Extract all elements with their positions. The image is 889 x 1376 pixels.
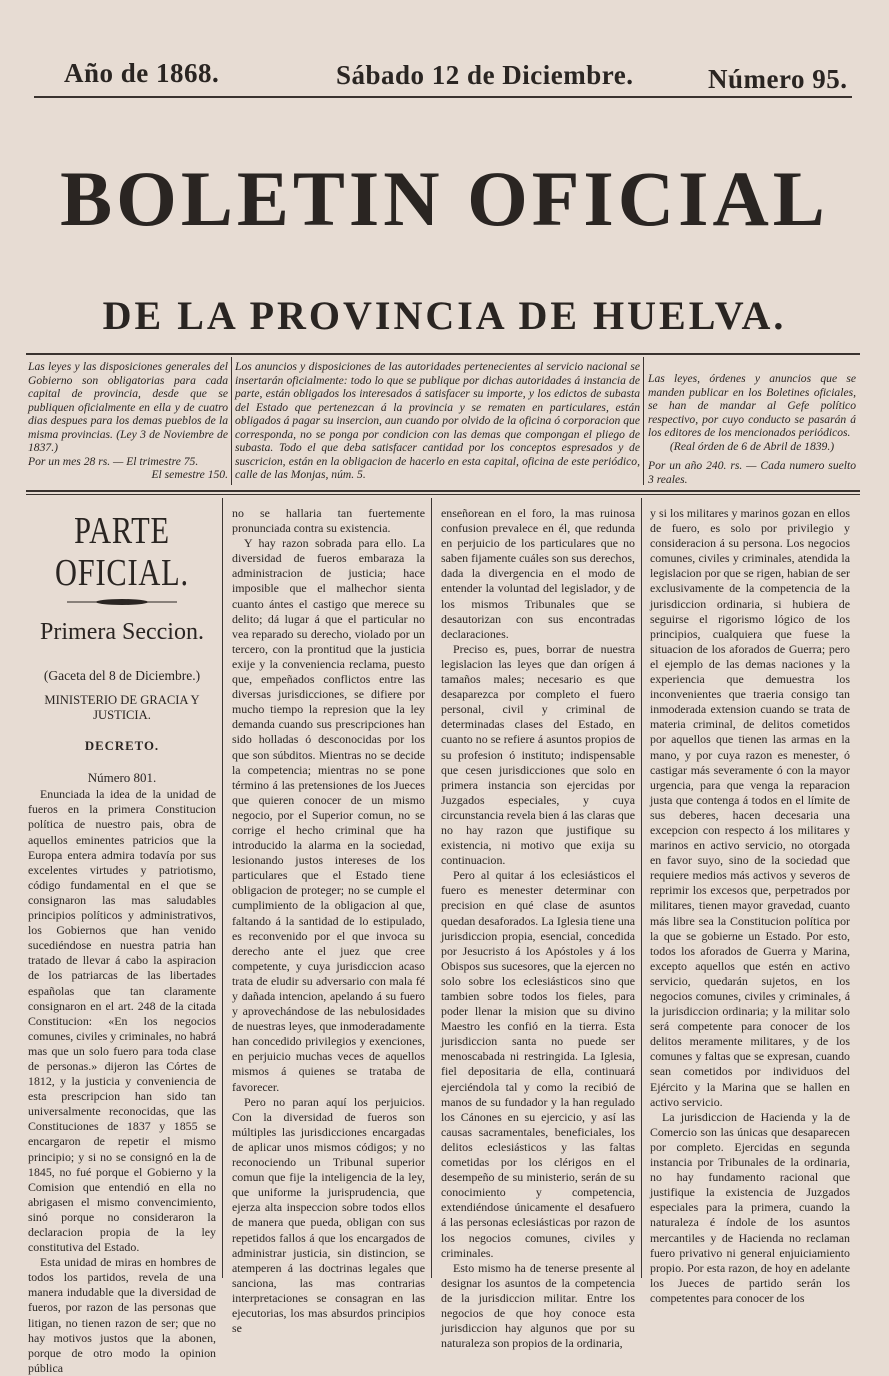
notice-divider-1: [231, 357, 232, 485]
notice-right-ref: (Real órden de 6 de Abril de 1839.): [669, 439, 835, 453]
paragraph: y si los militares y marinos gozan en ellos de fuero, es solo por privilegio y consideracion á su persona. Los negocios comunes, civiles y criminales, atendida la legislacion por que se rigen, habian de ser exclusivamente de la competencia de la jurisdiccion ordinaria, si hubiera de seguirse el rigorismo lógico de los principios, cualquiera que fuese la situacion de los aforados de Guerra; pero el ejemplo de las demas naciones y la experiencia que demuestra los inconvenientes que traeria consigo tan inmoderada extension cuando se trata de materia criminal, de delitos cometidos por aquellos que tienen las armas en la mano, y por cuya razon es menester, ó castigar más severamente ó con la mayor urgencia, para que venga la reparacion justa que contenga á todos en el límite de sus deberes, hacen decesaria una excepcion con respecto á los militares y marinos en activo servicio, no otorgada en favor suyo, sino de la sociedad que requiere medios más activos y severos de reprimir los excesos que, perpetrados por militares, tienen mayor gravedad, cuanto más libre sea la Constitucion política por la que se gobierne un Estado. Por esto, todos los aforados de Guerra y Marina, excepto aquellos que estén en activo servicio, quedarán sujetos, en los negocios comunes, civiles y criminales, á la jurisdiccion ordinaria; y la militar solo será competente para conocer de los delitos meramente militares, y de los comunes y faltas que se expresan, cuando sean cometidos por individuos del Ejército y la Marina que se hallen en activo servicio.: [650, 506, 850, 1109]
column-1: [28, 506, 216, 1375]
year-label: Año de 1868.: [64, 58, 220, 88]
paragraph: Preciso es, pues, borrar de nuestra legislacion las leyes que dan orígen á tamaños males; necesario es que desaparezca por completo el fuero personal, civil y criminal de determinadas clases del Estado, en cuanto no se refiere á asuntos propios de su profesion ó instituto; indispensable que cesen jurisdicciones que solo en primera instancia son ejercidas por Juzgados especiales, y cuya circunstancia revela bien á las claras que no hay razon que justifique su existencia, ni motivo que exija su continuacion.: [441, 641, 635, 868]
notices-top-rule: [26, 353, 860, 355]
notice-middle-text: Los anuncios y disposiciones de las autoridades pertenecientes al servicio nacional se insertarán oficialmente: todo lo que se publique por dichas autoridades á instancia de parte, están obligados los interesados á satisfacer su importe, y los edictos de subasta del Estado que pertenezcan á la provincia y se rematen en particulares, están obligados á pagar su insercion, aun cuando por olvido de la oficina ó corporacion que corresponda, no se ponga por condicion con las demas que compongan el pliego de subasta. Todo el que deba satisfacer cantidad por los conceptos espresados y de suscricion, están en la obligacion de hacerlo en esta capital, oficina de este periódico, calle de las Monjas, núm. 5.: [235, 360, 640, 481]
section-heading: Primera Seccion.: [40, 619, 204, 645]
column-4: [650, 506, 850, 1305]
newspaper-subtitle: DE LA PROVINCIA DE HUELVA.: [102, 293, 787, 338]
paragraph: Enunciada la idea de la unidad de fueros en la primera Constitucion política de nuestro pais, obra de aquellos eminentes patricios que la Europa entera admira todavía por sus excelentes virtudes y patriotismo, código fundamental en el que se consignaron las mas saludables principios políticos y administrativos, los Gobiernos que han venido sucediéndose en nuestra patria han tratado de llevar á cabo la aspiracion de los patriarcas de las libertades españolas que tan claramente consignaron en el art. 248 de la citada Constitucion: «En los negocios comunes, civiles y criminales, no habrá mas que un solo fuero para toda clase de personas.» dijeron las Córtes de 1812, y la justicia y conveniencia de esta prescripcion han sido tan universalmente reconocidas, que las Constituciones de 1837 y 1855 se encargaron de repetir el mismo principio; y si no se consignó en la de 1845, no fué porque el Gobierno y la Comision que entendió en ella no abrigasen el mismo convencimiento, sinó porque no consideraron la declaracion propia de la ley constitutiva del Estado.: [28, 787, 216, 1255]
column-divider-1: [222, 498, 223, 1278]
column-divider-2: [431, 498, 432, 1278]
notice-middle: [235, 360, 640, 488]
ministry-heading: MINISTERIO DE GRACIA Y JUSTICIA.: [44, 693, 200, 723]
header-rule: [34, 96, 852, 98]
issue-number: Número 95.: [708, 64, 848, 94]
notices-bottom-rule-2: [26, 494, 860, 495]
paragraph: Esta unidad de miras en hombres de todos los partidos, revela de una manera indudable que la diversidad de fueros, por razon de las personas que litigan, no tienen razon de ser; que no hay motivos justos que la abonen, porque de otro modo la opinion pública: [28, 1255, 216, 1375]
newspaper-title: BOLETIN OFICIAL: [60, 155, 829, 242]
notices-bottom-rule: [26, 490, 860, 492]
notice-left-price1: Por un mes 28 rs. — El trimestre 75.: [28, 454, 199, 468]
gaceta-reference: (Gaceta del 8 de Diciembre.): [43, 668, 201, 683]
column-3: [441, 506, 635, 1351]
notice-left-text: Las leyes y las disposiciones generales del Gobierno son obligatorias para cada capital de provincia, desde que se publiquen oficialmente en ella y de cuatro dias despues para los demas pueblos de la misma provincias. (Ley 3 de Noviembre de 1837.): [28, 360, 228, 454]
paragraph: no se hallaria tan fuertemente pronunciada contra su existencia.: [232, 506, 425, 536]
date-label: Sábado 12 de Diciembre.: [336, 60, 634, 90]
column-2: [232, 506, 425, 1336]
paragraph: Y hay razon sobrada para ello. La diversidad de fueros embaraza la administracion de justicia; hace imposible que el malhechor sienta cuanto ántes el castigo que merece su delito; dá lugar á que el particular no vea reparado su derecho, violado por un tercero, con la prontitud que la justicia exije y la conveniencia reclama, puesto que, empeñados conflictos entre las diversas jurisdicciones, se difiere por mucho tiempo la represion que la ley demanda cuando sus prescripciones han sido holladas ó desconocidas por los que son súbditos. Mientras no se decide la competencia; mientras no se pone término á las pretensiones de los Jueces que quieren conocer de un mismo negocio, por el Superior comun, no se corrige el hecho criminal que ha introducido la alarma en la sociedad, lesionando justos intereses de los particulares que el Estado tiene obligacion de proteger; no se cumple el cumplimiento de la obligacion al que, faltando á la santidad de lo estipulado, es reconvenido por el que invoca su derecho ante el juez que cree competente, y cuya jurisdiccion acaso trata de eludir su adversario con mala fé y dañada intencion, apelando á su fuero y aprovechándose de las nebulosidades de nuestras leyes, que inmoderadamente han concedido privilegios y exenciones, en perjuicio muchas veces de aquellos mismos á quienes se trataba de favorecer.: [232, 536, 425, 1094]
decree-number: Número 801.: [87, 770, 157, 786]
column-divider-3: [641, 498, 642, 1278]
notice-right: [648, 372, 856, 488]
paragraph: La jurisdiccion de Hacienda y la de Comercio son las únicas que desaparecen por completo. Ejercidas en segunda instancia por Tribunales de la ordinaria, no hay fundamento racional que justifique la existencia de Juzgados especiales para la primera, cuando la naturaleza é índole de los asuntos mercantiles y de Hacienda no reclaman fuero privativo ni general enjuiciamiento propio. Por esta razon, de hoy en adelante los Jueces de partido serán los competentes para conocer de los: [650, 1109, 850, 1305]
decree-heading: DECRETO.: [84, 739, 160, 754]
paragraph: Esto mismo ha de tenerse presente al designar los asuntos de la competencia de la jurisdiccion militar. Entre los negocios de que hoy conoce esta jurisdiccion hay algunos que por su naturaleza son propios de la ordinaria,: [441, 1260, 635, 1351]
paragraph: Pero al quitar á los eclesiásticos el fuero es menester determinar con precision en qué clase de asuntos quedan desaforados. La Iglesia tiene una jurisdiccion propia, esencial, concedida por Jesucristo á los Apóstoles y á los Obispos sus sucesores, que la ejercen no solo sobre los eclesiásticos sino que tambien sobre todos los fieles, para poder llenar la mision que su divino Maestro les confió en la tierra. Esta jurisdiccion santa no puede ser menoscabada ni restringida. La Iglesia, fiel depositaria de ella, continuará ejerciéndola tal y como la recibió de manos de su fundador y la han regulado los Cánones en su ejercicio, y así las causas sacramentales, beneficiales, los delitos eclesiásticos y las faltas cometidas por los clérigos en el desempeño de su ministerio, serán de su conocimiento y competencia, extendiéndose únicamente el desafuero á las personas eclesiásticas por razon de los negocios comunes, civiles y criminales.: [441, 868, 635, 1260]
ornament-divider: [67, 598, 177, 606]
parte-oficial-heading: PARTE OFICIAL.: [55, 510, 189, 594]
paragraph: enseñorean en el foro, la mas ruinosa confusion prevalece en él, que redunda en perjuicio de los particulares que no saben fijamente cuáles son sus derechos, dada la divergencia en el modo de entender la voluntad del legislador, y de los mismos Tribunales que se desautorizan con sus encontradas declaraciones.: [441, 506, 635, 641]
notice-divider-2: [643, 357, 644, 485]
notice-left-price2: El semestre 150.: [151, 468, 228, 481]
notice-right-text: Las leyes, órdenes y anuncios que se manden publicar en los Boletines oficiales, se han de mandar al Gefe político respectivo, por cuyo conducto se pasarán á los editores de los mencionados periódicos.: [648, 372, 856, 439]
paragraph: Pero no paran aquí los perjuicios. Con la diversidad de fueros son múltiples las jurisdicciones encargadas de aplicar unos mismos códigos; y no reconociendo un Tribunal superior comun que fije la inteligencia de la ley, que uniforme la jurisprudencia, que ejerza alta inspeccion sobre todos ellos de manera que pueda, obligan con sus repetidos fallos á que los encargados de administrar justicia, sin distincion, se atemperen á las doctrinas legales que sanciona, las mas contrarias interpretaciones se consagran en las ejecutorias, los mas absurdos principios se: [232, 1094, 425, 1336]
notice-left: [28, 360, 228, 488]
notice-right-price: Por un año 240. rs. — Cada numero suelto 3 reales.: [648, 459, 856, 486]
